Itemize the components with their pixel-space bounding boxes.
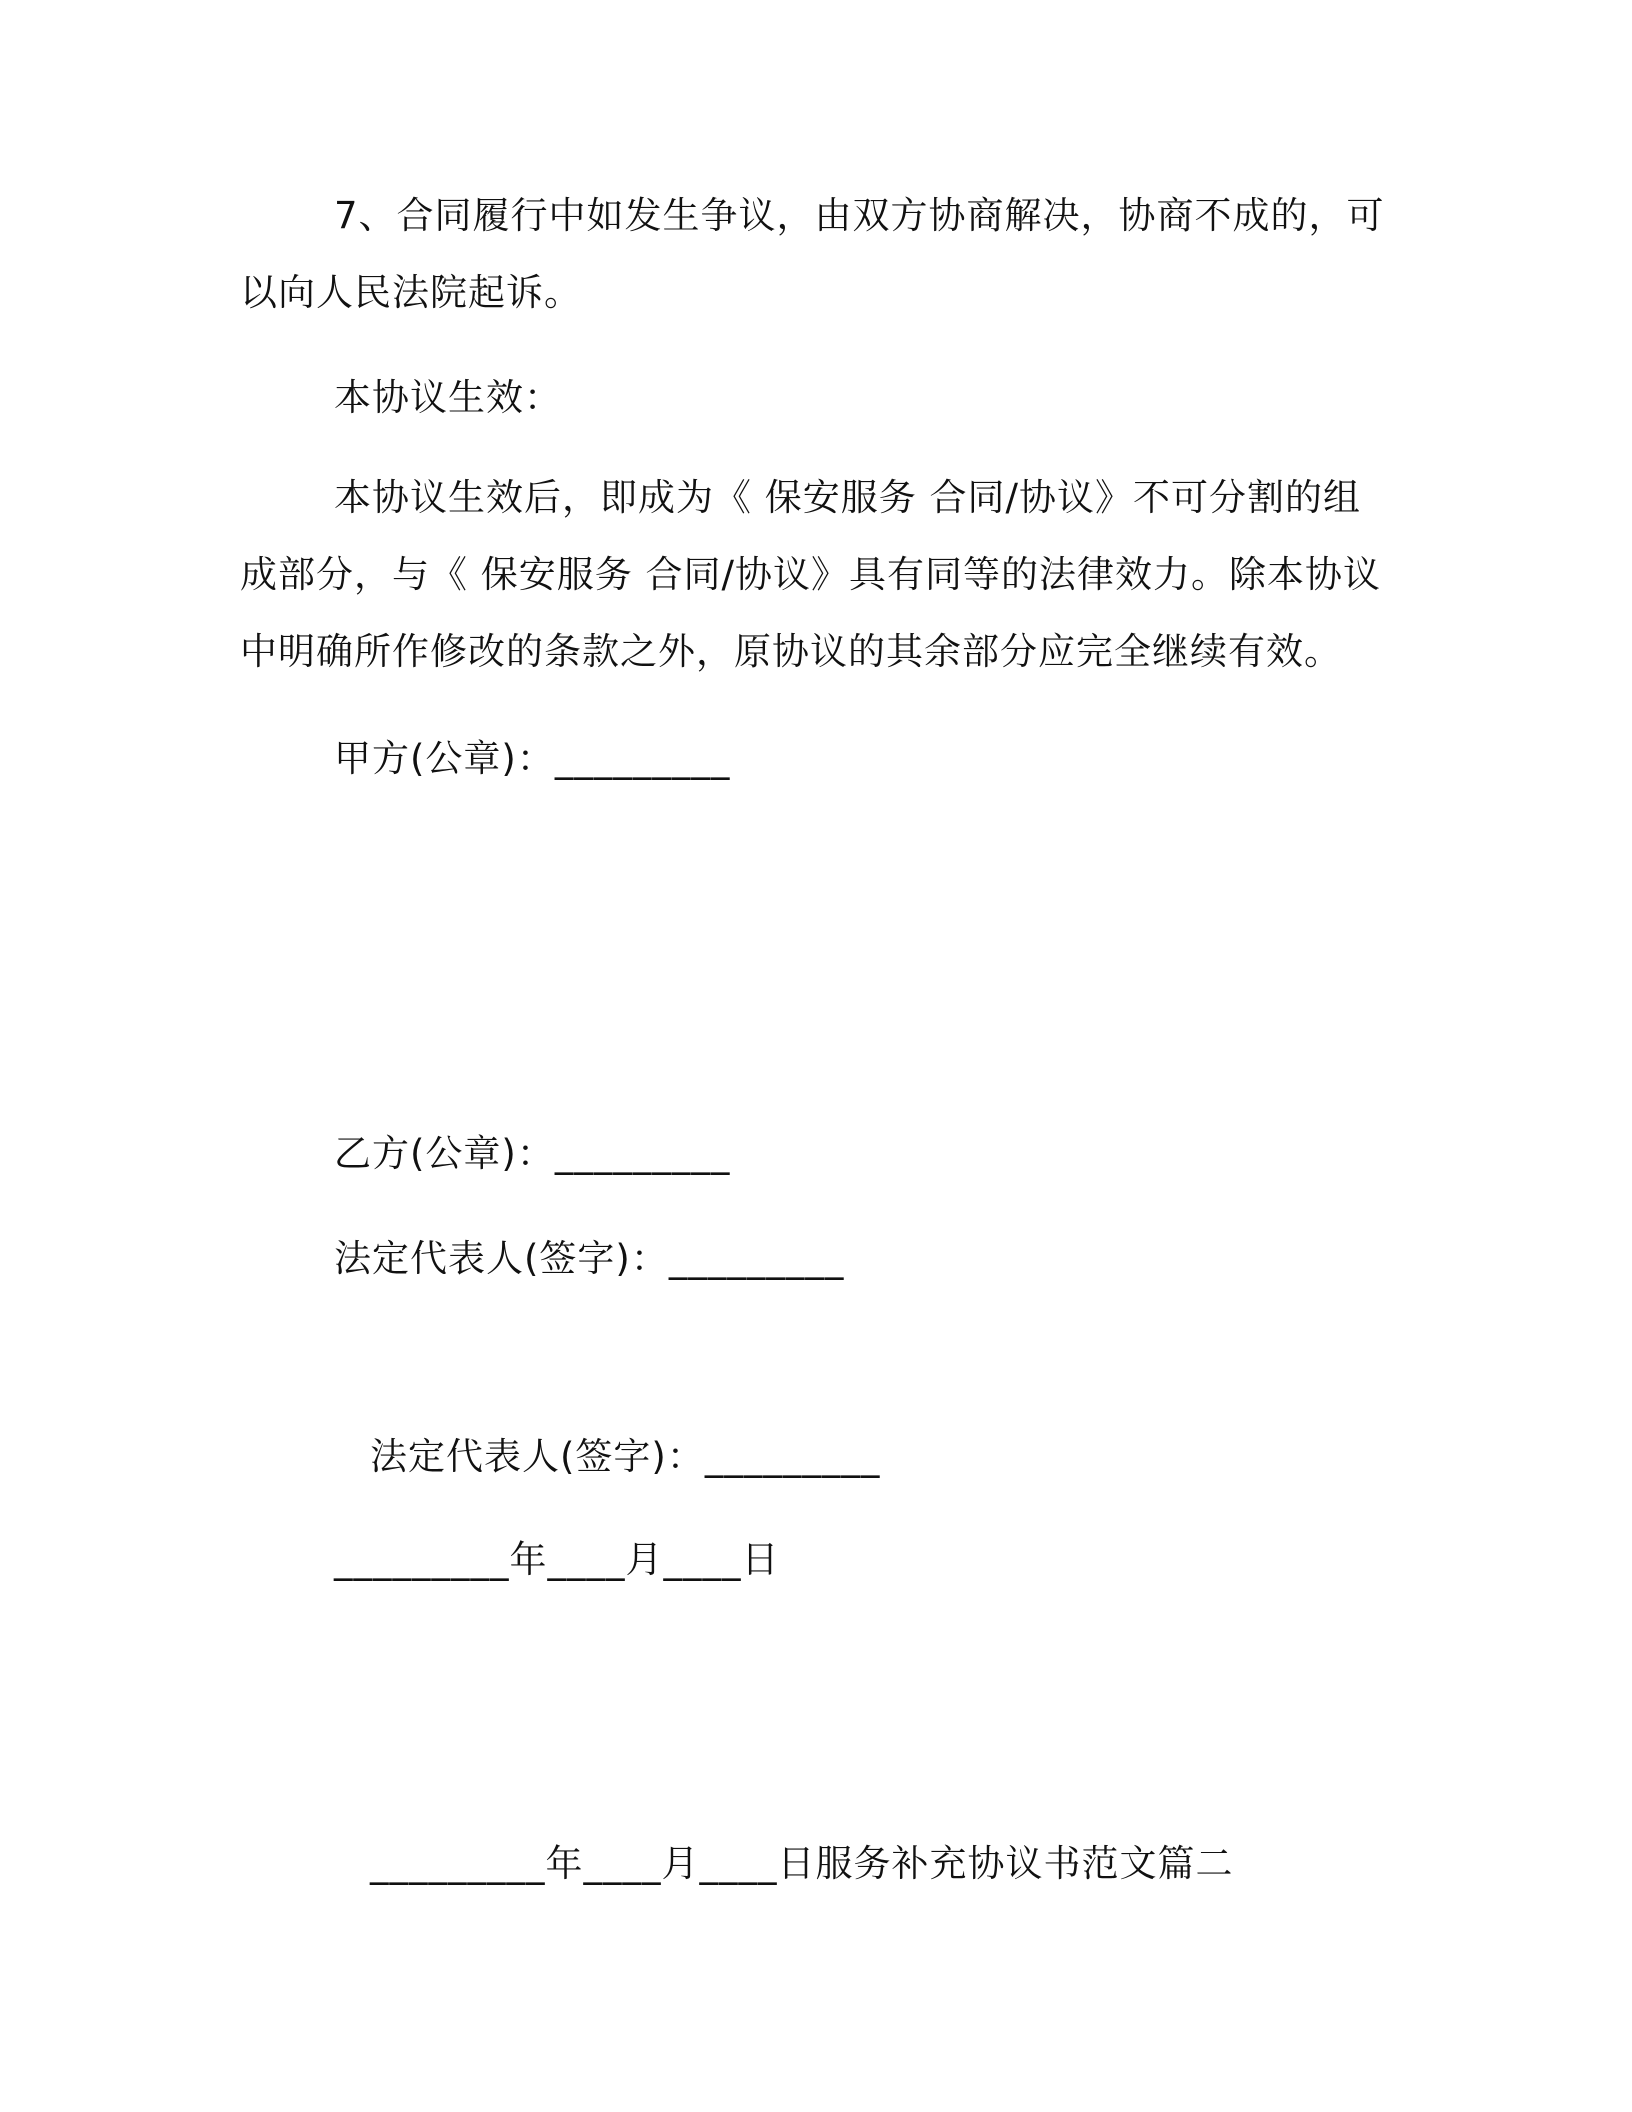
next-section-title: _________年____月____日服务补充协议书范文篇二 [370,1842,1234,1885]
date-line: _________年____月____日 [334,1538,780,1581]
party-a-seal-line: 甲方(公章)：_________ [334,737,731,780]
clause-7-paragraph: 7、合同履行中如发生争议，由双方协商解决，协商不成的，可以向人民法院起诉。 [240,194,1385,314]
legal-rep-signature-line-2: 法定代表人(签字)：_________ [370,1435,881,1478]
effect-heading: 本协议生效： [334,376,562,419]
party-b-seal-line: 乙方(公章)：_________ [334,1132,731,1175]
effect-body-paragraph: 本协议生效后，即成为《 保安服务 合同/协议》不可分割的组成部分，与《 保安服务 合同/协议》具有同等的法律效力。除本协议中明确所作修改的条款之外，原协议的其余部分应完全继续有效。 [240,476,1381,673]
legal-rep-signature-line: 法定代表人(签字)：_________ [334,1237,845,1280]
